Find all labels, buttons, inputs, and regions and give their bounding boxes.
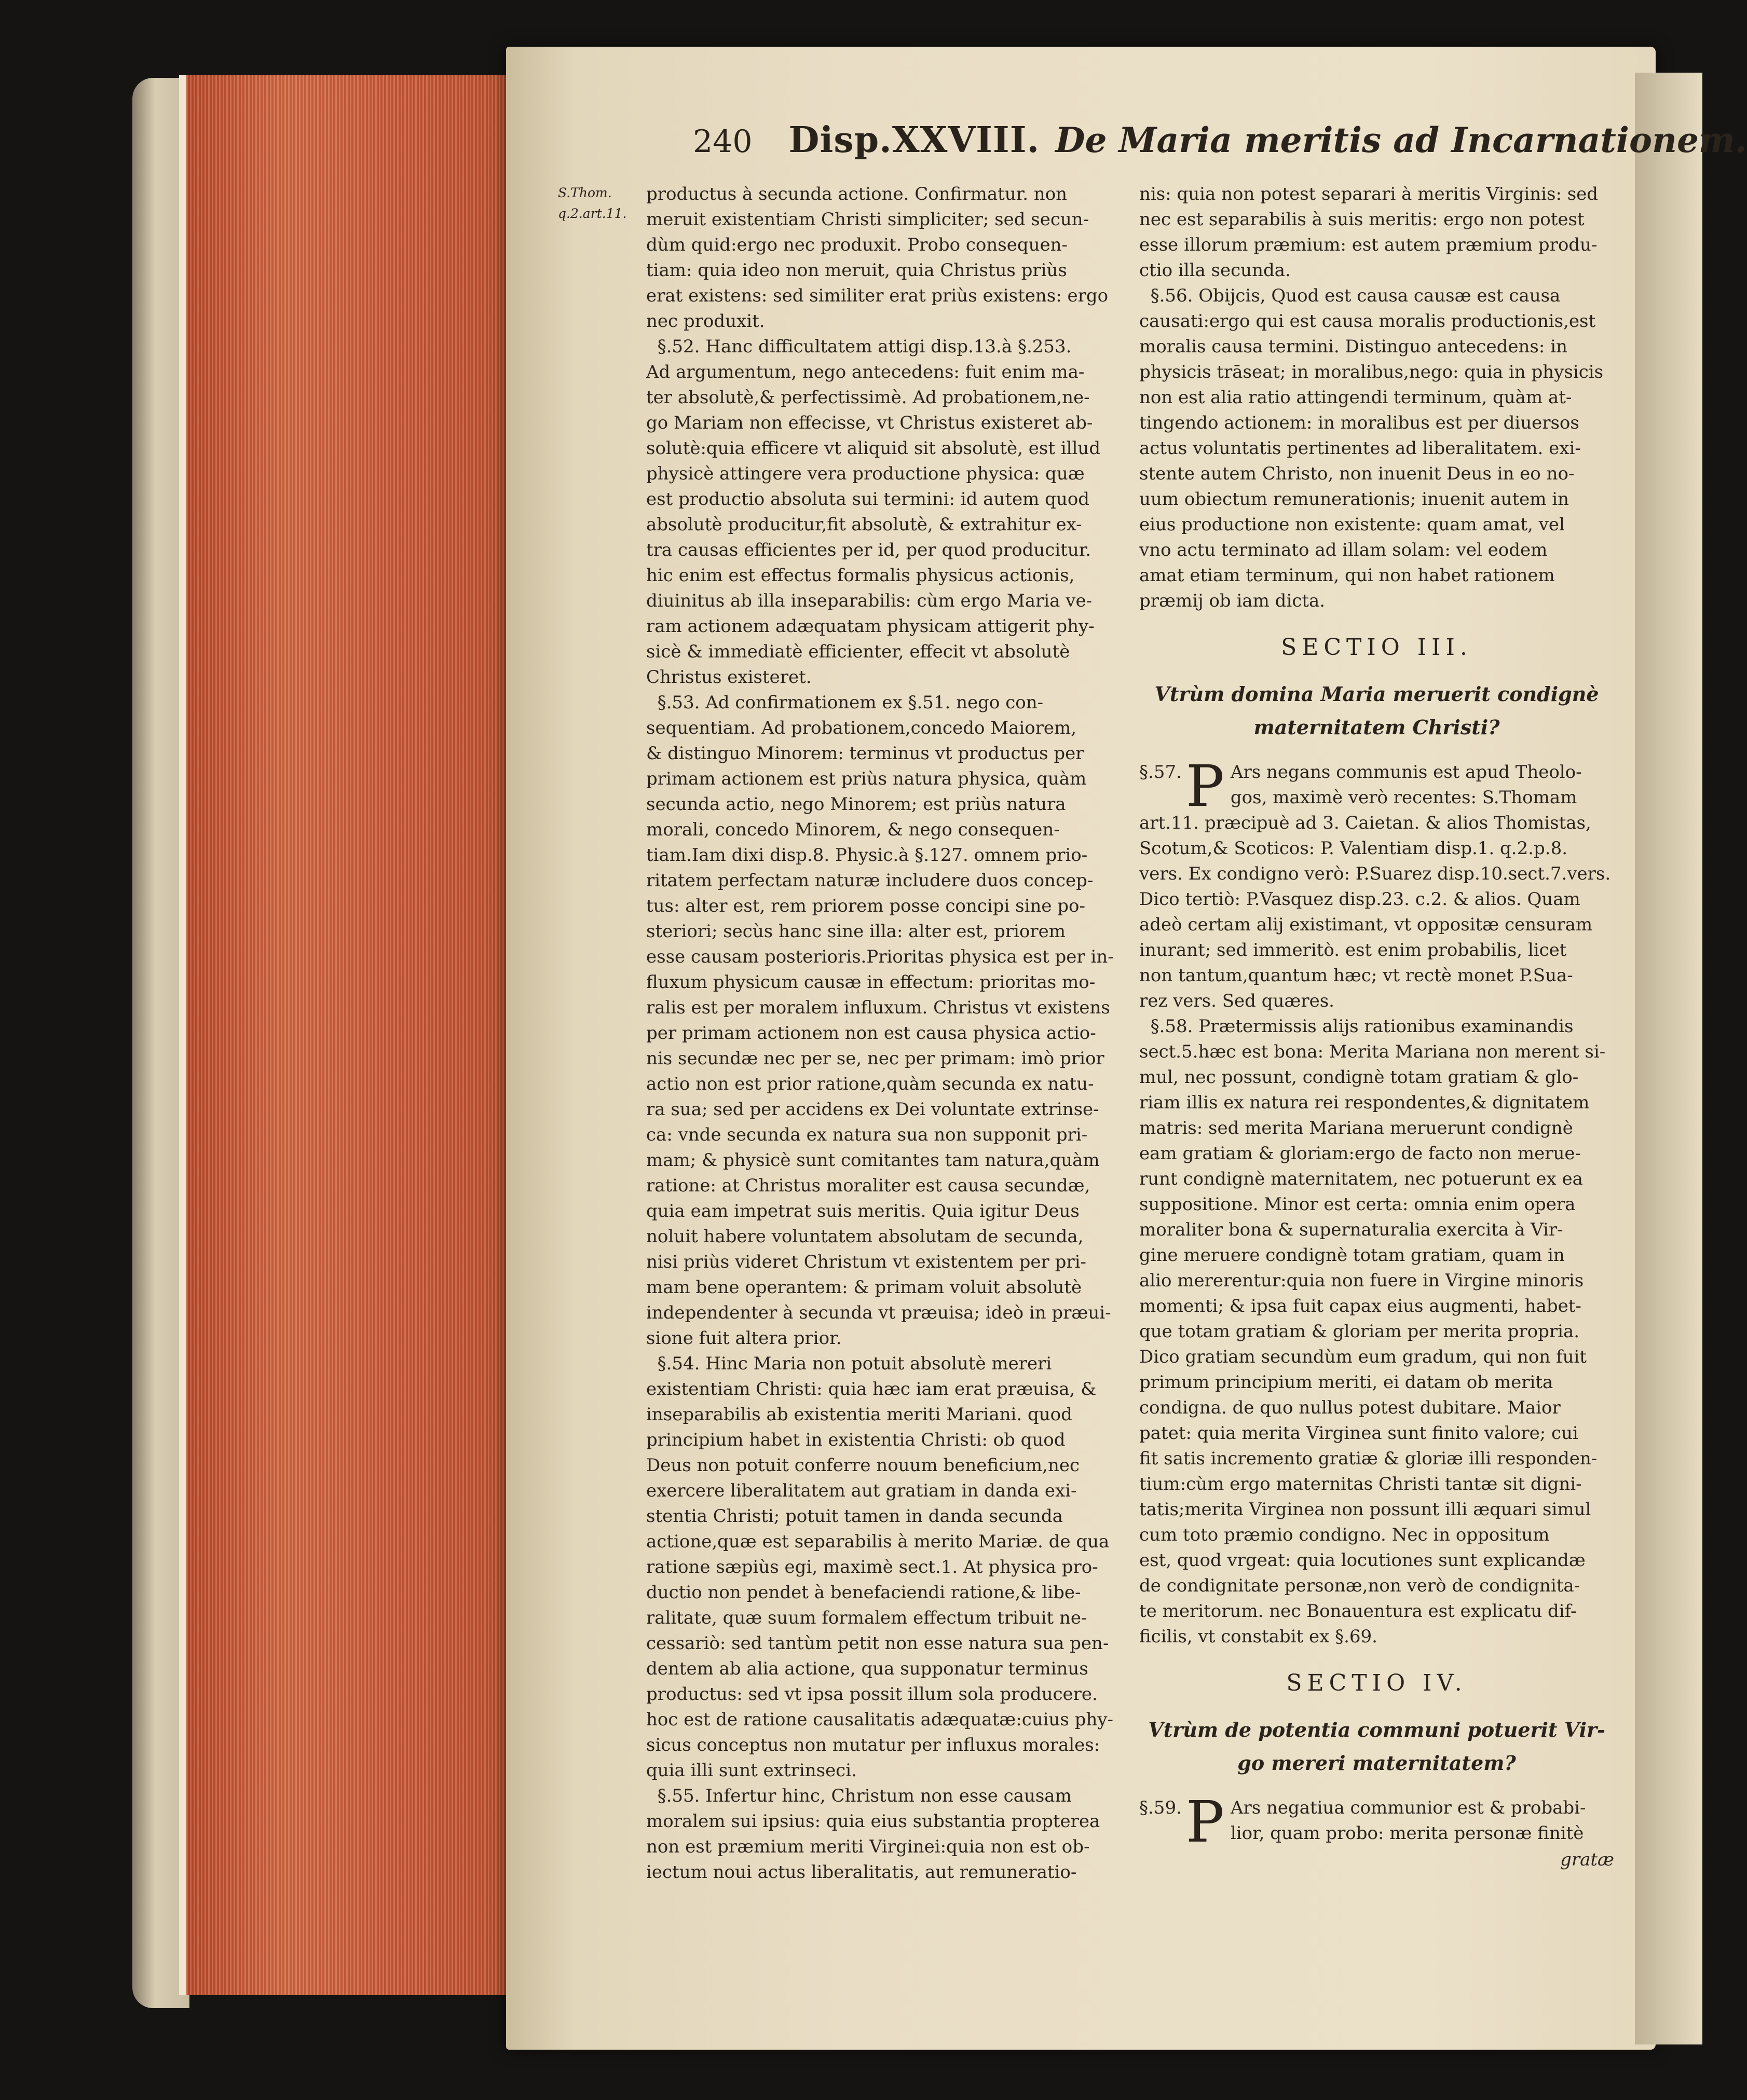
- text-line: matris: sed merita Mariana meruerunt condignè: [1139, 1118, 1573, 1138]
- text-line: §.53. Ad confirmationem ex §.51. nego con-: [646, 692, 1044, 713]
- text-line: art.11. præcipuè ad 3. Caietan. & alios Thomistas,: [1139, 813, 1591, 833]
- text-line: fluxum physicum causæ in effectum: prioritas mo-: [646, 972, 1096, 993]
- text-line: §.56. Obijcis, Quod est causa causæ est causa: [1139, 285, 1561, 306]
- text-line: erat existens: sed similiter erat priùs existens: ergo: [646, 285, 1109, 306]
- text-line: moralem sui ipsius: quia eius substantia propterea: [646, 1811, 1100, 1832]
- text-line: ter absolutè,& perfectissimè. Ad probationem,ne-: [646, 387, 1090, 408]
- paragraph-58-text: [1139, 1014, 1614, 1650]
- paragraph-59: [1139, 1789, 1614, 1855]
- text-line: quia illi sunt extrinseci.: [646, 1760, 857, 1781]
- paragraph-57: [1139, 753, 1614, 1014]
- text-line: sicè & immediatè efficienter, effecit vt absolutè: [646, 641, 1070, 662]
- text-line: tingendo actionem: in moralibus est per diuersos: [1139, 413, 1579, 433]
- text-line: ratione: at Christus moraliter est causa secundæ,: [646, 1175, 1090, 1196]
- text-line: moralis causa termini. Distinguo antecedens: in: [1139, 336, 1567, 357]
- text-line: præmij ob iam dicta.: [1139, 591, 1326, 611]
- text-line: sicus conceptus non mutatur per influxus morales:: [646, 1735, 1100, 1755]
- text-line: gos, maximè verò recentes: S.Thomam: [1230, 787, 1577, 808]
- text-line: iectum noui actus liberalitatis, aut remuneratio-: [646, 1862, 1077, 1883]
- text-line: productus: sed vt ipsa possit illum sola producere.: [646, 1684, 1098, 1705]
- left-text-column: [646, 182, 1144, 1885]
- catchword: gratæ: [1560, 1849, 1614, 1870]
- text-line: fit satis incremento gratiæ & gloriæ illi responden-: [1139, 1448, 1598, 1469]
- margin-note-line: S.Thom.: [558, 185, 612, 200]
- text-line: esse causam posterioris.Prioritas physica est per in-: [646, 946, 1114, 967]
- text-line: existentiam Christi: quia hæc iam erat præuisa, &: [646, 1379, 1097, 1399]
- section-4-title-line: Vtrùm de potentia communi potuerit Vir-: [1148, 1718, 1605, 1741]
- right-column-top-text: [1139, 182, 1614, 614]
- text-line: physicè attingere vera productione physica: quæ: [646, 463, 1085, 484]
- text-line: morali, concedo Minorem, & nego consequen-: [646, 819, 1060, 840]
- red-page-edges: [179, 75, 518, 1995]
- running-title: De Maria meritis ad Incarnationem.: [1055, 120, 1747, 160]
- text-line: nis secundæ nec per se, nec per primam: imò prior: [646, 1048, 1104, 1069]
- text-line: vno actu terminato ad illam solam: vel eodem: [1139, 540, 1548, 560]
- text-line: independenter à secunda vt præuisa; ideò in præui-: [646, 1302, 1111, 1323]
- section-3-title-line: maternitatem Christi?: [1253, 716, 1500, 739]
- text-line: cessariò: sed tantùm petit non esse natura sua pen-: [646, 1633, 1109, 1654]
- text-line: Dico gratiam secundùm eum gradum, qui non fuit: [1139, 1347, 1587, 1367]
- text-line: exercere liberalitatem aut gratiam in danda exi-: [646, 1480, 1077, 1501]
- text-line: suppositione. Minor est certa: omnia enim opera: [1139, 1194, 1576, 1215]
- text-line: stentia Christi; potuit tamen in danda secunda: [646, 1506, 1063, 1527]
- text-line: ralitate, quæ suum formalem effectum tribuit ne-: [646, 1608, 1087, 1628]
- text-line: ram actionem adæquatam physicam attigerit phy-: [646, 616, 1095, 637]
- text-line: condigna. de quo nullus potest dubitare. Maior: [1139, 1397, 1561, 1418]
- text-line: quia eam impetrat suis meritis. Quia igitur Deus: [646, 1201, 1080, 1221]
- text-line: lior, quam probo: merita personæ finitè: [1230, 1823, 1584, 1844]
- section-4-heading: SECTIO IV.: [1286, 1670, 1467, 1696]
- text-line: actus voluntatis pertinentes ad liberalitatem. exi-: [1139, 438, 1581, 459]
- text-line: ca: vnde secunda ex natura sua non supponit pri-: [646, 1124, 1088, 1145]
- text-line: per primam actionem non est causa physica actio-: [646, 1023, 1096, 1044]
- text-line: physicis trāseat; in moralibus,nego: quia in physicis: [1139, 362, 1604, 382]
- section-3-heading: SECTIO III.: [1281, 634, 1472, 661]
- text-line: §.54. Hinc Maria non potuit absolutè mereri: [646, 1353, 1052, 1374]
- text-line: non est præmium meriti Virginei:quia non est ob-: [646, 1836, 1090, 1857]
- text-line: inurant; sed immeritò. est enim probabilis, licet: [1139, 940, 1567, 960]
- text-line: causati:ergo qui est causa moralis productionis,est: [1139, 311, 1596, 332]
- paragraph-59-mark: §.59.: [1139, 1797, 1182, 1818]
- text-line: tium:cùm ergo maternitas Christi tantæ sit digni-: [1139, 1474, 1582, 1494]
- book-page: [506, 47, 1747, 2050]
- text-line: productus à secunda actione. Confirmatur. non: [646, 184, 1068, 204]
- text-line: que totam gratiam & gloriam per merita propria.: [1139, 1321, 1580, 1342]
- text-line: sect.5.hæc est bona: Merita Mariana non merent si-: [1139, 1041, 1606, 1062]
- text-line: eam gratiam & gloriam:ergo de facto non merue-: [1139, 1143, 1581, 1164]
- text-line: ritatem perfectam naturæ includere duos concep-: [646, 870, 1094, 891]
- paragraph-57-mark: §.57.: [1139, 762, 1182, 783]
- text-line: & distinguo Minorem: terminus vt productus per: [646, 743, 1084, 764]
- text-line: tiam: quia ideo non meruit, quia Christus priùs: [646, 260, 1067, 281]
- text-line: hoc est de ratione causalitatis adæquatæ:cuius phy-: [646, 1709, 1114, 1730]
- text-line: eius productione non existente: quam amat, vel: [1139, 514, 1565, 535]
- text-line: est productio absoluta sui termini: id autem quod: [646, 489, 1090, 510]
- text-line: Christus existeret.: [646, 667, 812, 688]
- text-line: vers. Ex condigno verò: P.Suarez disp.10.sect.7.vers.: [1139, 863, 1611, 884]
- text-line: noluit habere voluntatem absolutam de secunda,: [646, 1226, 1084, 1247]
- text-line: Ars negatiua communior est & probabi-: [1230, 1797, 1586, 1818]
- text-line: de condignitate personæ,non verò de condignita-: [1139, 1575, 1580, 1596]
- text-line: ductio non pendet à benefaciendi ratione,& libe-: [646, 1582, 1081, 1603]
- text-line: primum principium meriti, ei datam ob merita: [1139, 1372, 1553, 1393]
- text-line: patet: quia merita Virginea sunt finito valore; cui: [1139, 1423, 1578, 1444]
- text-line: non tantum,quantum hæc; vt rectè monet P.Sua-: [1139, 965, 1573, 986]
- text-line: tra causas efficientes per id, per quod producitur.: [646, 540, 1091, 560]
- text-line: amat etiam terminum, qui non habet rationem: [1139, 565, 1555, 586]
- right-text-column: [1139, 182, 1614, 1873]
- text-line: non est alia ratio attingendi terminum, quàm at-: [1139, 387, 1572, 408]
- text-line: secunda actio, nego Minorem; est priùs natura: [646, 794, 1066, 815]
- text-line: tatis;merita Virginea non possunt illi æquari simul: [1139, 1499, 1591, 1520]
- text-line: Ad argumentum, nego antecedens: fuit enim ma-: [646, 362, 1085, 382]
- open-book: [132, 47, 1747, 2055]
- text-line: actio non est prior ratione,quàm secunda ex natu-: [646, 1074, 1094, 1094]
- text-line: riam illis ex natura rei respondentes,& dignitatem: [1139, 1092, 1590, 1113]
- text-line: Dico tertiò: P.Vasquez disp.23. c.2. & alios. Quam: [1139, 889, 1580, 910]
- text-line: nisi priùs videret Christum vt existentem per pri-: [646, 1252, 1086, 1272]
- text-line: alio mererentur:quia non fuere in Virgine minoris: [1139, 1270, 1584, 1291]
- drop-capital: P: [1185, 753, 1224, 819]
- text-line: sione fuit altera prior.: [646, 1328, 842, 1349]
- text-line: §.55. Infertur hinc, Christum non esse causam: [646, 1786, 1072, 1806]
- text-line: adeò certam alij existimant, vt oppositæ censuram: [1139, 914, 1593, 935]
- text-line: inseparabilis ab existentia meriti Mariani. quod: [646, 1404, 1072, 1425]
- section-4-title-line: go mereri maternitatem?: [1237, 1751, 1516, 1775]
- text-line: §.52. Hanc difficultatem attigi disp.13.à §.253.: [646, 336, 1072, 357]
- text-line: moraliter bona & supernaturalia exercita à Vir-: [1139, 1219, 1563, 1240]
- text-line: diuinitus ab illa inseparabilis: cùm ergo Maria ve-: [646, 591, 1093, 611]
- text-line: tiam.Iam dixi disp.8. Physic.à §.127. omnem prio-: [646, 845, 1088, 866]
- text-line: principium habet in existentia Christi: ob quod: [646, 1430, 1066, 1450]
- text-line: Deus non potuit conferre nouum beneficium,nec: [646, 1455, 1080, 1476]
- text-line: esse illorum præmium: est autem præmium produ-: [1139, 235, 1598, 255]
- margin-note-line: q.2.art.11.: [558, 206, 627, 221]
- text-line: meruit existentiam Christi simpliciter; sed secun-: [646, 209, 1089, 230]
- text-line: mul, nec possunt, condignè totam gratiam & glo-: [1139, 1067, 1579, 1088]
- text-line: stente autem Christo, non inuenit Deus in eo no-: [1139, 463, 1575, 484]
- text-line: est, quod vrgeat: quia locutiones sunt explicandæ: [1139, 1550, 1586, 1571]
- text-line: te meritorum. nec Bonauentura est explicatu dif-: [1139, 1601, 1577, 1622]
- disputation-label: Disp.XXVIII.: [788, 119, 1040, 161]
- text-line: hic enim est effectus formalis physicus actionis,: [646, 565, 1075, 586]
- text-line: ctio illa secunda.: [1139, 260, 1291, 281]
- text-line: solutè:quia efficere vt aliquid sit absolutè, est illud: [646, 438, 1101, 459]
- text-line: rez vers. Sed quæres.: [1139, 991, 1334, 1011]
- margin-note: [558, 183, 631, 224]
- text-line: dentem ab alia actione, qua supponatur terminus: [646, 1658, 1088, 1679]
- text-line: actione,quæ est separabilis à merito Mariæ. de qua: [646, 1531, 1110, 1552]
- text-line: cum toto præmio condigno. Nec in oppositum: [1139, 1525, 1550, 1545]
- page-number: 240: [693, 123, 753, 160]
- text-line: mam bene operantem: & primam voluit absolutè: [646, 1277, 1082, 1298]
- text-line: go Mariam non effecisse, vt Christus existeret ab-: [646, 413, 1093, 433]
- text-line: ratione sæpiùs egi, maximè sect.1. At physica pro-: [646, 1557, 1098, 1577]
- text-line: gine meruere condignè totam gratiam, quam in: [1139, 1245, 1565, 1266]
- text-line: absolutè producitur,fit absolutè, & extrahitur ex-: [646, 514, 1082, 535]
- text-line: mam; & physicè sunt comitantes tam natura,quàm: [646, 1150, 1100, 1171]
- text-line: Scotum,& Scoticos: P. Valentiam disp.1. q.2.p.8.: [1139, 838, 1568, 859]
- text-line: ralis est per moralem influxum. Christus vt existens: [646, 997, 1110, 1018]
- text-line: nec produxit.: [646, 311, 765, 332]
- section-3-title-line: Vtrùm domina Maria meruerit condignè: [1154, 682, 1599, 706]
- page-header: [693, 119, 1747, 176]
- text-line: uum obiectum remunerationis; inuenit autem in: [1139, 489, 1569, 510]
- text-line: momenti; & ipsa fuit capax eius augmenti, habet-: [1139, 1296, 1581, 1316]
- text-line: sequentiam. Ad probationem,concedo Maiorem,: [646, 718, 1077, 738]
- text-line: ficilis, vt constabit ex §.69.: [1139, 1626, 1377, 1647]
- text-line: runt condignè maternitatem, nec potuerunt ex ea: [1139, 1169, 1583, 1189]
- text-line: steriori; secùs hanc sine illa: alter est, priorem: [646, 921, 1066, 942]
- text-line: Ars negans communis est apud Theolo-: [1230, 762, 1582, 783]
- text-line: dùm quid:ergo nec produxit. Probo consequen-: [646, 235, 1068, 255]
- text-line: nis: quia non potest separari à meritis Virginis: sed: [1139, 184, 1599, 204]
- text-line: tus: alter est, rem priorem posse concipi sine po-: [646, 896, 1086, 916]
- facing-page-edge: [1635, 73, 1702, 2044]
- text-line: §.58. Prætermissis alijs rationibus examinandis: [1139, 1016, 1574, 1037]
- text-line: nec est separabilis à suis meritis: ergo non potest: [1139, 209, 1585, 230]
- text-line: ra sua; sed per accidens ex Dei voluntate extrinse-: [646, 1099, 1099, 1120]
- drop-capital: P: [1185, 1789, 1224, 1855]
- text-line: primam actionem est priùs natura physica, quàm: [646, 768, 1087, 789]
